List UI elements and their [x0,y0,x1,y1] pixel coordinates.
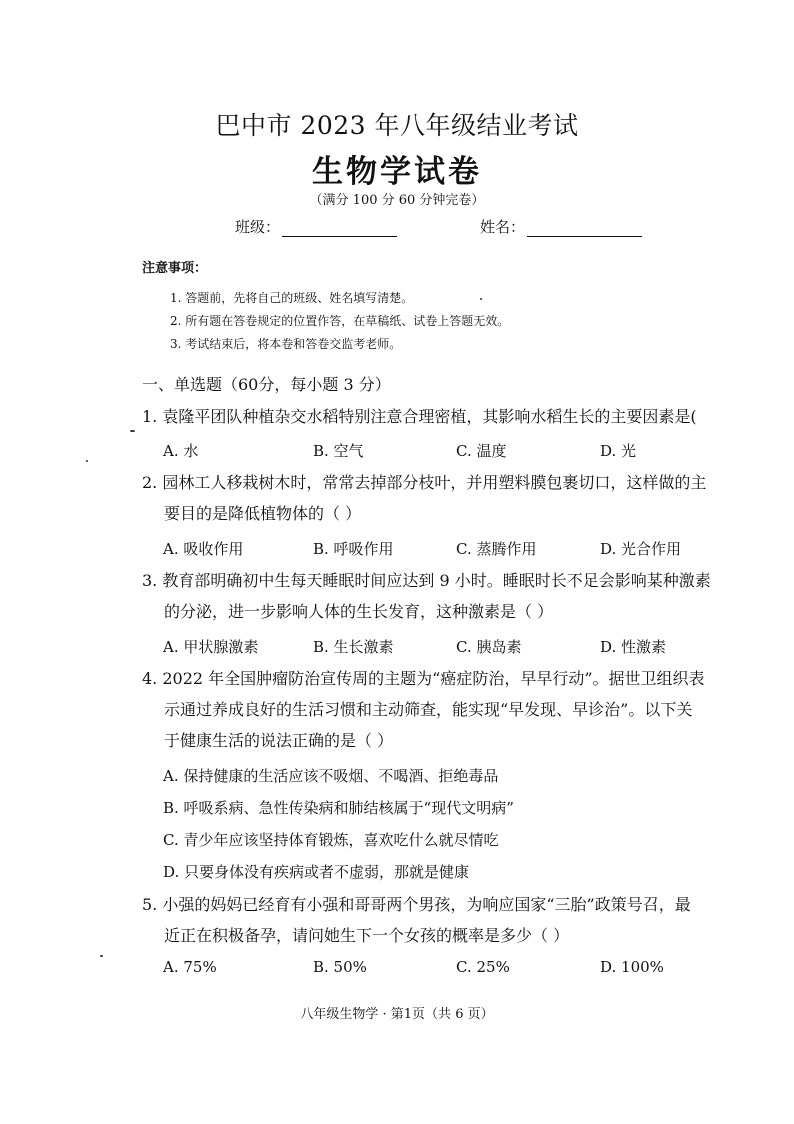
option-c[interactable]: C. 温度 [456,442,507,460]
exam-title: 巴中市 2023 年八年级结业考试 [215,111,579,140]
question-3 [142,565,732,627]
section-heading: 一、单选题（60分，每小题 3 分） [142,375,391,394]
option-d[interactable]: D. 100% [600,958,664,976]
notice-item: 2. 所有题在答卷规定的位置作答，在草稿纸、试卷上答题无效。 [170,314,510,328]
option-c[interactable]: C. 胰岛素 [456,638,522,656]
option-a[interactable]: A. 甲状腺激素 [163,638,259,656]
class-field[interactable] [235,216,397,237]
question-5 [142,889,732,951]
scan-speck [86,460,88,462]
option-c[interactable]: C. 25% [456,958,510,976]
notice-item: 1. 答题前，先将自己的班级、姓名填写清楚。 [170,291,414,305]
option-d[interactable]: D. 光合作用 [600,540,682,558]
option-b[interactable]: B. 空气 [313,442,364,460]
question-text: 近正在积极备孕，请问她生下一个女孩的概率是多少（ ） [164,926,570,945]
notice-item: 3. 考试结束后，将本卷和答卷交监考老师。 [170,337,402,351]
class-label: 班级： [235,218,281,236]
class-blank[interactable] [282,222,397,237]
notice-heading: 注意事项： [142,261,208,276]
question-1 [142,401,732,432]
question-text: 5. 小强的妈妈已经育有小强和哥哥两个男孩，为响应国家“三胎”政策号召，最 [142,895,691,914]
option-d[interactable]: D. 只要身体没有疾病或者不虚弱，那就是健康 [163,863,470,881]
question-text: 要目的是降低植物体的（ ） [164,504,362,523]
question-text: 2. 园林工人移栽树木时，常常去掉部分枝叶，并用塑料膜包裹切口，这样做的主 [142,473,707,492]
option-c[interactable]: C. 蒸腾作用 [456,540,537,558]
page-footer: 八年级生物学 · 第1页（共 6 页） [300,1007,494,1022]
question-text: 示通过养成良好的生活习惯和主动筛查，能实现“早发现、早诊治”。以下关 [164,700,693,719]
scan-speck [130,430,135,432]
option-d[interactable]: D. 性激素 [600,638,667,656]
option-d[interactable]: D. 光 [600,442,637,460]
question-2 [142,467,732,529]
option-a[interactable]: A. 75% [163,958,217,976]
question-text: 于健康生活的说法正确的是（ ） [164,731,394,750]
option-a[interactable]: A. 水 [163,442,199,460]
option-b[interactable]: B. 生长激素 [313,638,394,656]
option-b[interactable]: B. 呼吸作用 [313,540,394,558]
option-a[interactable]: A. 保持健康的生活应该不吸烟、不喝酒、拒绝毒品 [163,767,499,785]
name-blank[interactable] [527,222,642,237]
name-label: 姓名： [480,218,526,236]
question-text: 3. 教育部明确初中生每天睡眠时间应达到 9 小时。睡眠时长不足会影响某种激素 [142,571,711,590]
scan-speck [100,955,103,957]
scan-speck [480,298,482,300]
option-b[interactable]: B. 50% [313,958,367,976]
question-4 [142,663,732,756]
name-field[interactable] [480,216,642,237]
score-note: （满分 100 分 60 分钟完卷） [309,193,485,208]
question-text: 的分泌，进一步影响人体的生长发育，这种激素是（ ） [164,602,554,621]
option-c[interactable]: C. 青少年应该坚持体育锻炼，喜欢吃什么就尽情吃 [163,831,499,849]
option-b[interactable]: B. 呼吸系病、急性传染病和肺结核属于“现代文明病” [163,799,514,817]
option-a[interactable]: A. 吸收作用 [163,540,244,558]
question-text: 1. 袁隆平团队种植杂交水稻特别注意合理密植，其影响水稻生长的主要因素是( [142,407,697,426]
exam-subtitle: 生物学试卷 [312,154,482,190]
question-text: 4. 2022 年全国肿瘤防治宣传周的主题为“癌症防治，早早行动”。据世卫组织表 [142,669,705,688]
